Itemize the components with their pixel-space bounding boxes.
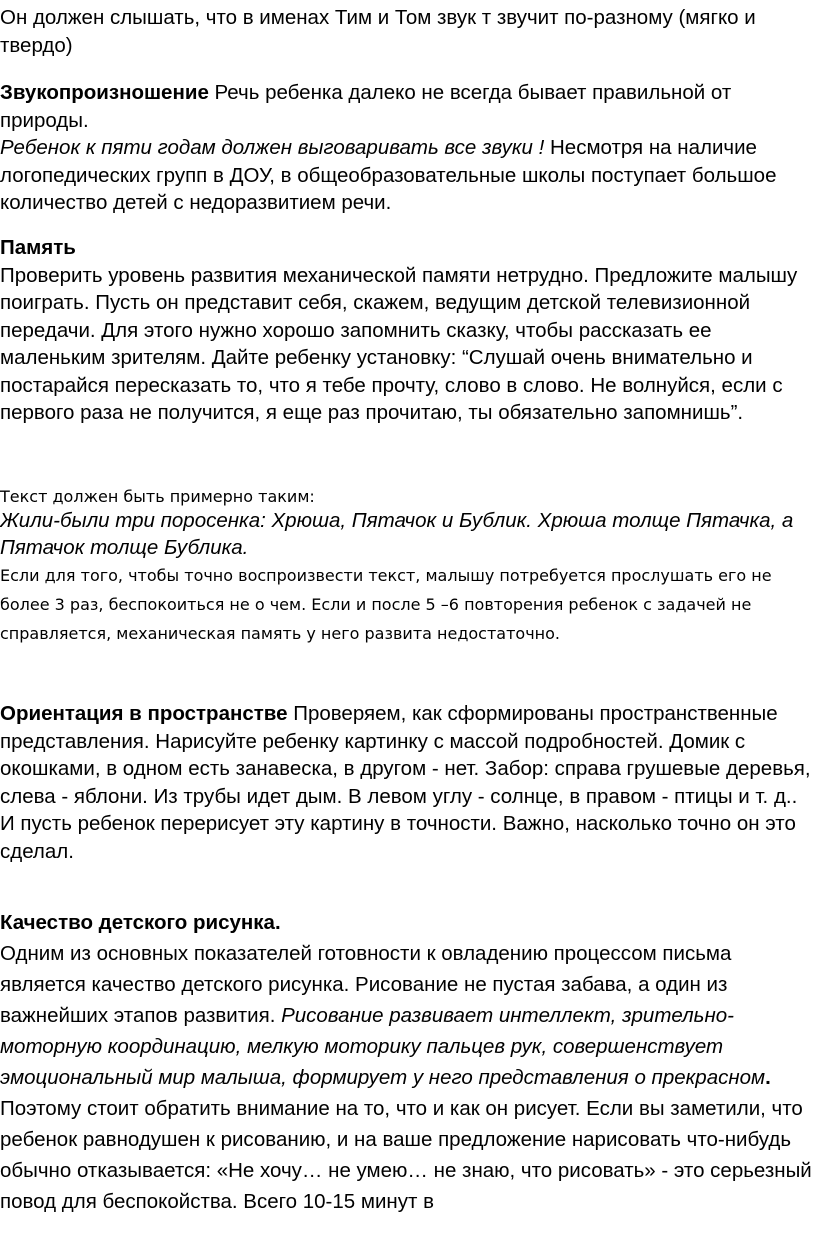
paragraph-story [0,507,816,561]
section-heading-drawing: Качество детского рисунка. [0,911,281,934]
italic-story: Жили-были три поросенка: Хрюша, Пятачок и Бублик. Хрюша толще Пятачка, а Пятачок толще Бублика. [0,509,794,559]
italic-statement: Ребенок к пяти годам должен выговаривать все звуки ! [0,136,545,159]
paragraph-text: Поэтому стоит обратить внимание на то, что и как он рисует. Если вы заметили, что ребенок равнодушен к рисованию, и на ваше предложение нарисовать что-нибудь обычно отказывается: «Не хочу… не умею… не знаю, что рисовать» - это серьезный повод для беспокойства. Всего 10-15 минут в [0,1097,812,1213]
paragraph-text: Если для того, чтобы точно воспроизвести текст, малышу потребуется прослушать его не более 3 раз, беспокоиться не о чем. Если и после 5 –6 повторения ребенок с задачей не справляется, механическая память у него развита недостаточно. [0,566,772,643]
section-heading-orientation: Ориентация в пространстве [0,702,288,725]
section-heading-memory: Память [0,236,76,259]
paragraph-text: И пусть ребенок перерисует эту картину в точности. Важно, насколько точно он это сделал. [0,812,796,863]
bold-period: . [765,1066,771,1089]
paragraph-text: Одним из основных показателей готовности к овладению процессом письма является качество детского рисунка. Рисование не пустая забава, а один из важнейших этапов развития. [0,942,732,1027]
paragraph-drawing-quality [0,907,816,1217]
paragraph-pronunciation [0,79,816,217]
paragraph-text: Речь ребенка далеко не всегда бывает правильной от природы. [0,81,732,132]
paragraph-memory [0,234,816,427]
italic-statement: Рисование развивает интеллект, зрительно-моторную координацию, мелкую моторику пальцев рук, совершенствует эмоциональный мир малыша, формирует у него представления о прекрасном [0,1004,766,1089]
paragraph-text: Несмотря на наличие логопедических групп в ДОУ, в общеобразовательные школы поступает большое количество детей с недоразвитием речи. [0,136,777,214]
paragraph-sound-distinction [0,4,816,59]
paragraph-text: Проверяем, как сформированы пространственные представления. Нарисуйте ребенку картинку с массой подробностей. Домик с окошками, в одном есть занавеска, в другом - нет. Забор: справа грушевые деревья, слева - яблони. Из трубы идет дым. В левом углу - солнце, в правом - птицы и т. д.. [0,702,811,808]
paragraph-text: Проверить уровень развития механической памяти нетрудно. Предложите малышу поиграть. Пусть он представит себя, скажем, ведущим детской телевизионной передачи. Для этого нужно хорошо запомнить сказку, чтобы рассказать ее маленьким зрителям. Дайте ребенку установку: “Слушай очень внимательно и постарайся пересказать то, что я тебе прочту, слово в слово. Не волнуйся, если с первого раза не получится, я еще раз прочитаю, ты обязательно запомнишь”. [0,263,798,424]
paragraph-memory-evaluation [0,561,816,648]
section-heading-pronunciation: Звукопроизношение [0,81,209,104]
paragraph-text: Текст должен быть примерно таким: [0,487,315,506]
paragraph-text: Он должен слышать, что в именах Тим и Том звук т звучит по-разному (мягко и твердо) [0,6,756,57]
paragraph-orientation [0,700,816,865]
